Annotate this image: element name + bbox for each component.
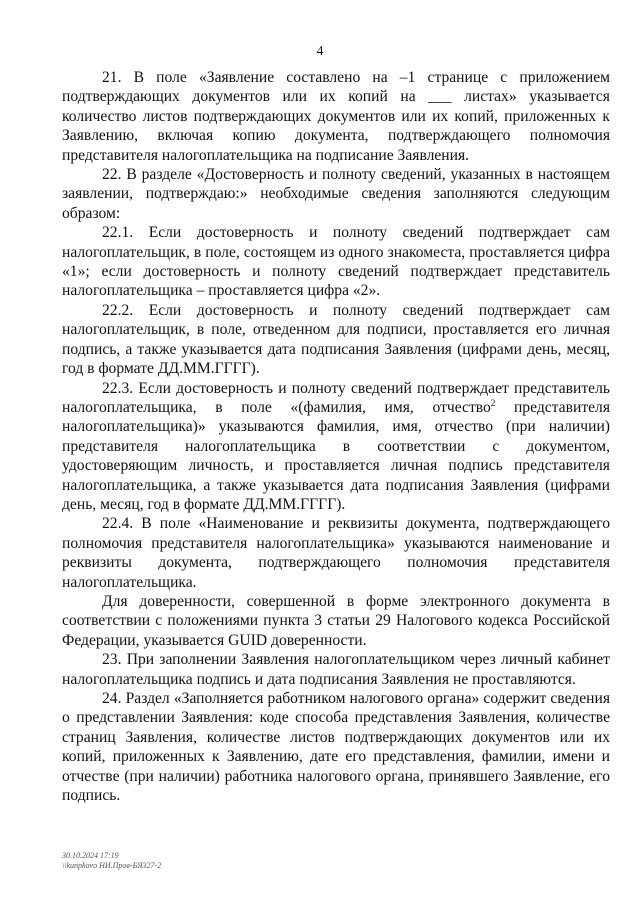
paragraph-22-4: 22.4. В поле «Наименование и реквизиты документа, подтверждающего полномочия представителя налогоплательщика» указываются наименование и реквизиты документа, подтверждающего полномочия представителя налогоплательщика. bbox=[62, 515, 610, 591]
paragraph-guid: Для доверенности, совершенной в форме электронного документа в соответствии с положениями пункта 3 статьи 29 Налогового кодекса Российской Федерации, указывается GUID доверенности. bbox=[62, 592, 610, 649]
paragraph-22: 22. В разделе «Достоверность и полноту сведений, указанных в настоящем заявлении, подтверждаю:» необходимые сведения заполняются следующим образом: bbox=[62, 166, 610, 222]
paragraph-23: 23. При заполнении Заявления налогоплательщиком через личный кабинет налогоплательщика подпись и дата подписания Заявления не проставляются. bbox=[62, 651, 610, 688]
footer-timestamp: 30.10.2024 17:19 bbox=[62, 851, 119, 860]
paragraph-22-2: 22.2. Если достоверность и полноту сведений подтверждает сам налогоплательщик, в поле, отведенном для подписи, проставляется его личная подпись, а также указывается дата подписания Заявления (цифрами день, месяц, год в формате ДД.ММ.ГГГГ). bbox=[62, 301, 610, 378]
paragraph-22-1: 22.1. Если достоверность и полноту сведений подтверждает сам налогоплательщик, в поле, состоящем из одного знакоместа, проставляется цифра «1»; если достоверность и полноту сведений подтверждает представитель налогоплательщика – проставляется цифра «2». bbox=[62, 224, 610, 300]
footer-stamp bbox=[62, 851, 161, 871]
footer-filepath: \\kunpkovo НИ.Пров-БЯ327-2 bbox=[62, 861, 162, 870]
paragraph-24: 24. Раздел «Заполняется работником налогового органа» содержит сведения о представлении Заявления: коде способа представления Заявления, количестве страниц Заявления, количестве листов подтверждающих документов или их копий, приложенных к Заявлению, дате его представления, фамилии, имени и отчестве (при наличии) работника налогового органа, принявшего Заявление, его подпись. bbox=[62, 690, 610, 805]
paragraph-22-3-start: 22.3. Если достоверность и полноту сведений подтверждает представитель налогоплательщика, в поле «(фамилия, имя, отчество bbox=[62, 379, 610, 416]
page-number: 4 bbox=[316, 44, 324, 59]
footnote-marker: 2 bbox=[490, 397, 496, 408]
paragraph-21: 21. В поле «Заявление составлено на –1 странице с приложением подтверждающих документов или их копий на ___ листах» указывается количество листов подтверждающих документов или их копий, приложенных к Заявлению, включая копию документа, подтверждающего полномочия представителя налогоплательщика на подписание Заявления. bbox=[62, 69, 610, 164]
paragraph-22-3 bbox=[62, 379, 610, 515]
paragraph-22-3-end: представителя налогоплательщика)» указываются фамилия, имя, отчество (при наличии) представителя налогоплательщика в соответствии с документом, удостоверяющим личность, и проставляется личная подпись представителя налогоплательщика, а также указывается дата подписания Заявления (цифрами день, месяц, год в формате ДД.ММ.ГГГГ). bbox=[62, 398, 611, 513]
document-body bbox=[62, 68, 610, 805]
